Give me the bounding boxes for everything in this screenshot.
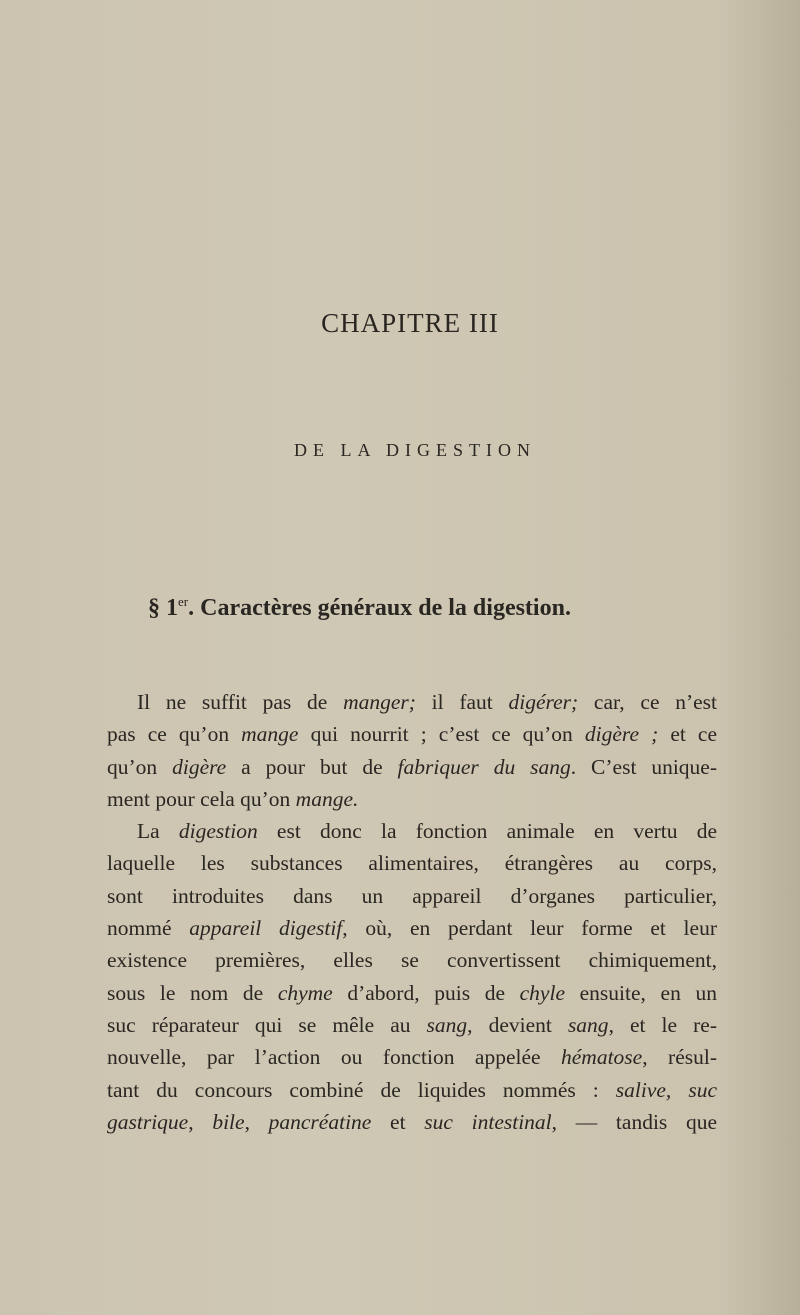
text-run: sont introduites dans un appareil d’organes particulier, bbox=[107, 883, 717, 908]
text-line bbox=[107, 1009, 717, 1041]
italic-term: digère ; bbox=[584, 722, 659, 747]
text-run: laquelle les substances alimentaires, étrangères au corps, bbox=[107, 851, 717, 876]
section-heading bbox=[148, 594, 708, 622]
italic-term: digérer; bbox=[508, 690, 579, 714]
text-run: qui nourrit ; c’est ce qu’on bbox=[298, 722, 585, 747]
text-line bbox=[107, 944, 717, 976]
italic-term: digestion bbox=[178, 819, 258, 844]
text-run: d’abord, puis de bbox=[332, 980, 520, 1005]
text-line bbox=[107, 912, 717, 944]
italic-term: mange. bbox=[295, 786, 359, 811]
italic-term: bile bbox=[212, 1109, 245, 1134]
text-line bbox=[107, 1106, 717, 1138]
text-line bbox=[107, 880, 717, 912]
text-run: tant du concours combiné de liquides nommés : bbox=[107, 1077, 616, 1102]
text-run: qu’on bbox=[107, 754, 173, 779]
section-mark: § 1 bbox=[148, 595, 178, 621]
italic-term: hématose bbox=[561, 1045, 643, 1070]
italic-term: sang bbox=[567, 1012, 609, 1037]
text-line bbox=[107, 751, 717, 783]
text-run: suc réparateur qui se mêle au bbox=[107, 1012, 427, 1037]
text-run: est donc la fonction animale en vertu de bbox=[257, 819, 717, 844]
text-run: , bbox=[244, 1109, 269, 1134]
section-sup: er bbox=[178, 594, 189, 609]
text-run: a pour but de bbox=[226, 754, 398, 779]
italic-term: chyme bbox=[277, 980, 333, 1005]
italic-term: appareil digestif bbox=[189, 916, 343, 941]
text-run: nouvelle, par l’action ou fonction appelée bbox=[107, 1045, 562, 1070]
text-run: et bbox=[371, 1109, 425, 1134]
section-title: . Caractères généraux de la digestion. bbox=[188, 595, 571, 621]
italic-term: suc intestinal bbox=[424, 1109, 552, 1134]
text-line bbox=[107, 1041, 717, 1073]
italic-term: chyle bbox=[519, 980, 565, 1005]
text-run: ensuite, en un bbox=[565, 980, 717, 1005]
text-line bbox=[107, 686, 717, 718]
text-run: il faut bbox=[415, 690, 509, 714]
text-line bbox=[107, 847, 717, 879]
chapter-subtitle: DE LA DIGESTION bbox=[294, 440, 536, 460]
italic-term: digère bbox=[172, 754, 227, 779]
text-line bbox=[107, 1074, 717, 1106]
text-run: existence premières, elles se convertissent chimiquement, bbox=[107, 948, 717, 973]
text-run: sous le nom de bbox=[107, 980, 278, 1005]
text-line bbox=[107, 815, 717, 847]
italic-term: mange bbox=[241, 722, 299, 747]
chapter-heading: CHAPITRE III bbox=[321, 308, 499, 338]
italic-term: salive, suc bbox=[615, 1077, 717, 1102]
text-run: , et le re- bbox=[608, 1012, 717, 1037]
text-run: , — tandis que bbox=[551, 1109, 718, 1134]
text-run: pas ce qu’on bbox=[107, 722, 242, 747]
text-run: , devient bbox=[467, 1012, 568, 1037]
italic-term: gastrique bbox=[107, 1109, 189, 1134]
body-text bbox=[107, 686, 717, 1138]
text-line bbox=[107, 783, 717, 815]
text-run: , bbox=[188, 1109, 213, 1134]
text-run: ment pour cela qu’on bbox=[107, 786, 296, 811]
text-run: , où, en perdant leur forme et leur bbox=[342, 916, 717, 941]
italic-term: pancréatine bbox=[268, 1109, 372, 1134]
italic-term: sang bbox=[426, 1012, 468, 1037]
italic-term: fabriquer du sang bbox=[397, 754, 571, 779]
text-run: car, ce n’est bbox=[578, 690, 718, 714]
text-run: , résul- bbox=[642, 1045, 717, 1070]
text-run: et ce bbox=[658, 722, 717, 747]
text-line bbox=[107, 718, 717, 750]
text-line bbox=[107, 977, 717, 1009]
text-run: nommé bbox=[107, 916, 190, 941]
italic-term: manger; bbox=[343, 690, 416, 714]
text-run: La bbox=[137, 819, 179, 844]
text-run: . C’est unique- bbox=[570, 754, 718, 779]
text-run: Il ne suffit pas de bbox=[137, 690, 344, 714]
